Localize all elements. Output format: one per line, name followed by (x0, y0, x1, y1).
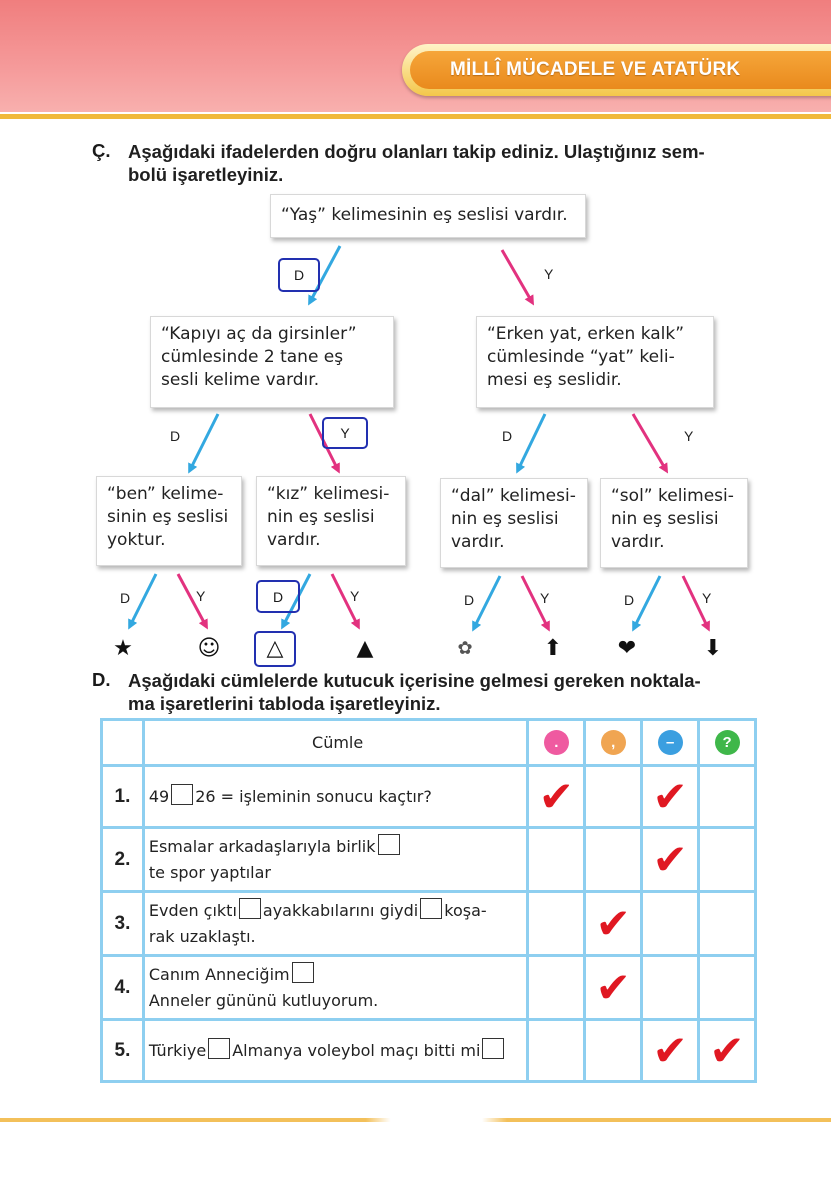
question-mark-icon: ? (715, 730, 740, 755)
mark-cell[interactable] (528, 892, 585, 956)
label-y-leaf4: Y (702, 590, 712, 606)
flow-box-left-line2: cümlesinde 2 tane eş (161, 347, 344, 367)
leaf3-line3: vardır. (451, 532, 505, 552)
sentence-part: 26 = işleminin sonucu kaçtır? (195, 786, 432, 806)
sentence-part: Evden çıktı (148, 900, 237, 920)
label-d-leaf2-circled: D (256, 580, 300, 613)
header-dash-cell (642, 720, 699, 766)
label-d-leaf1: D (120, 590, 131, 606)
heart-icon[interactable]: ❤ (617, 636, 637, 661)
question-d-line1: Aşağıdaki cümlelerde kutucuk içerisine gelmesi gereken noktala- (128, 670, 701, 691)
footer-rule (0, 1118, 831, 1122)
mark-cell[interactable] (528, 956, 585, 1020)
flow-box-leaf4 (600, 478, 748, 568)
dash-icon: – (658, 730, 683, 755)
flow-box-leaf3 (440, 478, 588, 568)
label-y-leaf2: Y (350, 588, 360, 604)
answer-box[interactable] (292, 962, 314, 983)
arrow-leaf3-d (474, 576, 500, 628)
header-period-cell (528, 720, 585, 766)
mark-cell[interactable] (585, 766, 642, 828)
flow-box-root (270, 194, 586, 238)
question-c-line1: Aşağıdaki ifadelerden doğru olanları takip ediniz. Ulaştığınız sem- (128, 141, 705, 162)
arrow-down-icon[interactable]: ⬇ (703, 636, 723, 661)
mark-cell[interactable] (585, 1020, 642, 1082)
table-row (102, 828, 756, 892)
mark-cell[interactable] (699, 766, 756, 828)
sentence-part: ayakkabılarını giydi (262, 900, 419, 920)
smiley-icon[interactable]: ☺ (197, 636, 221, 661)
mark-cell[interactable] (642, 828, 699, 892)
flower-icon[interactable]: ✿ (457, 638, 473, 659)
leaf1-line2: sinin eş seslisi (107, 507, 229, 527)
check-icon: ✔ (538, 771, 574, 821)
label-y-leaf3: Y (540, 590, 550, 606)
header-question-cell (699, 720, 756, 766)
flow-box-leaf1 (96, 476, 242, 566)
question-c-line2: bolü işaretleyiniz. (128, 164, 284, 185)
arrow-leaf1-d (130, 574, 156, 626)
flow-box-root-text: “Yaş” kelimesinin eş seslisi vardır. (281, 205, 568, 225)
mark-cell[interactable] (699, 1020, 756, 1082)
check-icon: ✔ (595, 962, 631, 1012)
header-pill-inner (410, 51, 831, 89)
leaf1-line3: yoktur. (107, 530, 166, 550)
question-d-line2: ma işaretlerini tabloda işaretleyiniz. (128, 693, 441, 714)
row-number: 3. (102, 892, 144, 956)
row-number: 5. (102, 1020, 144, 1082)
sentence-part: te spor yaptılar (148, 862, 271, 882)
unit-title: MİLLÎ MÜCADELE VE ATATÜRK (450, 59, 741, 80)
table-row (102, 766, 756, 828)
label-y-right: Y (684, 428, 694, 444)
flow-box-left-line3: sesli kelime vardır. (161, 370, 320, 390)
label-d-leaf4: D (624, 592, 635, 608)
sentence-part: Anneler gününü kutluyorum. (148, 990, 379, 1010)
leaf2-line1: “kız” kelimesi- (267, 484, 390, 504)
sentence-part: Almanya voleybol maçı bitti mi (232, 1040, 481, 1060)
answer-box[interactable] (171, 784, 193, 805)
header-comma-cell (585, 720, 642, 766)
answer-box[interactable] (239, 898, 261, 919)
mark-cell[interactable] (642, 766, 699, 828)
triangle-filled-icon[interactable]: ▲ (356, 636, 374, 661)
leaf3-line2: nin eş seslisi (451, 509, 559, 529)
mark-cell[interactable] (642, 1020, 699, 1082)
mark-cell[interactable] (699, 956, 756, 1020)
row-sentence (143, 828, 528, 892)
arrow-left-d (190, 414, 218, 470)
triangle-outline-icon[interactable]: △ (266, 636, 284, 661)
sentence-part: rak uzaklaştı. (148, 926, 256, 946)
punctuation-table (100, 718, 757, 1083)
mark-cell[interactable] (699, 828, 756, 892)
arrow-up-icon[interactable]: ⬆ (543, 636, 563, 661)
row-number: 4. (102, 956, 144, 1020)
label-d-left: D (170, 428, 181, 444)
mark-cell[interactable] (528, 766, 585, 828)
sentence-part: Canım Anneciğim (148, 964, 290, 984)
arrow-root-y (502, 250, 532, 302)
row-sentence (143, 956, 528, 1020)
mark-cell[interactable] (585, 892, 642, 956)
table-row (102, 1020, 756, 1082)
mark-cell[interactable] (528, 1020, 585, 1082)
label-y-root: Y (544, 266, 554, 282)
question-c-letter: Ç. (92, 140, 111, 161)
table-header-row (102, 720, 756, 766)
flow-box-right-line3: mesi eş seslidir. (487, 370, 622, 390)
arrow-leaf4-d (634, 576, 660, 628)
label-d-root-circled: D (278, 258, 320, 292)
mark-cell[interactable] (585, 828, 642, 892)
mark-cell[interactable] (642, 892, 699, 956)
leaf2-line2: nin eş seslisi (267, 507, 375, 527)
arrow-right-d (518, 414, 545, 470)
label-d-leaf3: D (464, 592, 475, 608)
mark-cell[interactable] (528, 828, 585, 892)
header-sentence-cell: Cümle (143, 720, 528, 766)
arrow-right-y (633, 414, 666, 470)
leaf2-line3: vardır. (267, 530, 321, 550)
row-number: 1. (102, 766, 144, 828)
answer-box[interactable] (482, 1038, 504, 1059)
table-row (102, 892, 756, 956)
flow-box-left (150, 316, 394, 408)
header-pill (402, 44, 831, 96)
leaf4-line2: nin eş seslisi (611, 509, 719, 529)
flow-box-leaf2 (256, 476, 406, 566)
leaf1-line1: “ben” kelime- (107, 484, 224, 504)
label-d-right: D (502, 428, 513, 444)
sentence-part: 49 (148, 786, 170, 806)
check-icon: ✔ (652, 1025, 688, 1075)
flow-box-right (476, 316, 714, 408)
comma-icon: , (601, 730, 626, 755)
header-num-cell (102, 720, 144, 766)
mark-cell[interactable] (642, 956, 699, 1020)
question-d-letter: D. (92, 669, 111, 690)
sentence-part: Esmalar arkadaşlarıyla birlik (148, 836, 376, 856)
table-row (102, 956, 756, 1020)
mark-cell[interactable] (585, 956, 642, 1020)
row-sentence (143, 892, 528, 956)
check-icon: ✔ (652, 834, 688, 884)
period-icon: . (544, 730, 569, 755)
sentence-part: Türkiye (148, 1040, 207, 1060)
flow-box-right-line1: “Erken yat, erken kalk” (487, 324, 685, 344)
row-sentence (143, 766, 528, 828)
leaf4-line1: “sol” kelimesi- (611, 486, 734, 506)
row-number: 2. (102, 828, 144, 892)
label-y-leaf1: Y (196, 588, 206, 604)
check-icon: ✔ (709, 1025, 745, 1075)
star-icon[interactable]: ★ (113, 636, 133, 661)
answer-box[interactable] (208, 1038, 230, 1059)
leaf3-line1: “dal” kelimesi- (451, 486, 576, 506)
header-rule (0, 114, 831, 119)
row-sentence (143, 1020, 528, 1082)
flow-box-right-line2: cümlesinde “yat” keli- (487, 347, 675, 367)
answer-box[interactable] (420, 898, 442, 919)
mark-cell[interactable] (699, 892, 756, 956)
flow-box-left-line1: “Kapıyı aç da girsinler” (161, 324, 357, 344)
check-icon: ✔ (652, 771, 688, 821)
answer-box[interactable] (378, 834, 400, 855)
check-icon: ✔ (595, 898, 631, 948)
sentence-part: koşa- (444, 900, 487, 920)
label-y-left-circled: Y (322, 417, 368, 449)
leaf4-line3: vardır. (611, 532, 665, 552)
